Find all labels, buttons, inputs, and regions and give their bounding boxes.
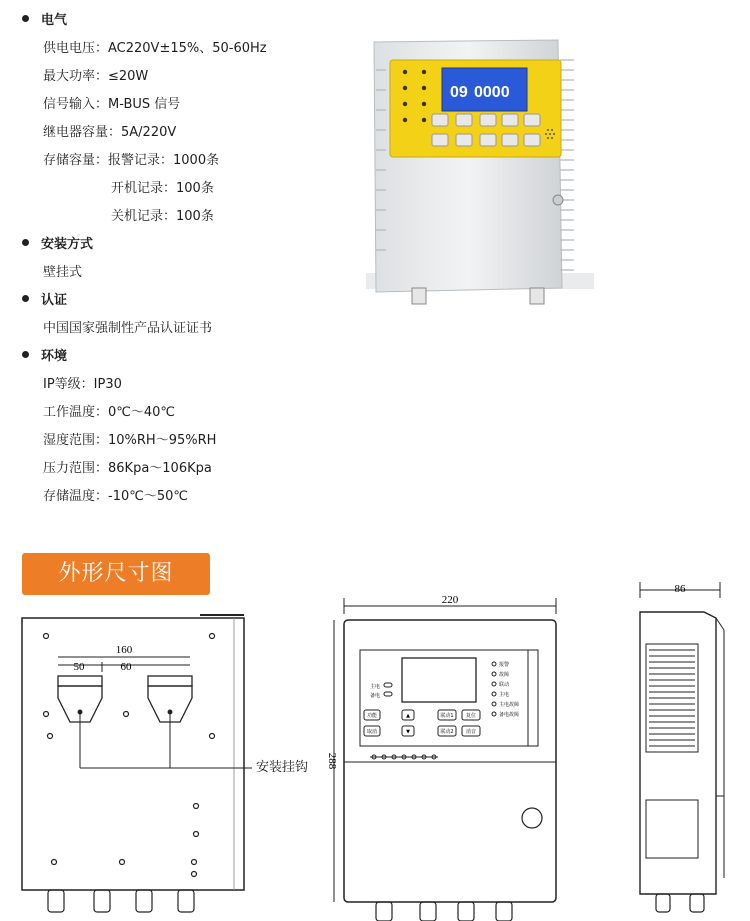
spec-list [0,0,380,520]
side-label-plate [646,800,698,858]
spec-row: 继电器容量：5A/220V [43,125,177,140]
front-screw-icon [522,808,542,828]
back-plate-outline [22,618,244,890]
hook-label: 安装挂钩 [256,760,309,775]
side-edge [716,618,724,630]
spec-row: IP等级：IP30 [43,377,122,392]
lcd-left-value: 09 [450,84,468,101]
svg-text:联动1: 联动1 [440,713,454,719]
left-indicators [370,683,392,699]
keypad-bottom-row [364,726,480,736]
vent-slots [649,650,695,746]
side-glands [656,894,704,912]
side-case-outline [640,612,716,894]
lcd-right-value: 0000 [474,84,510,101]
svg-text:主电: 主电 [370,684,381,690]
spec-row: 信号输入：M-BUS 信号 [43,97,181,112]
svg-text:备电: 备电 [370,693,381,699]
svg-text:复位: 复位 [465,713,477,719]
section-electrical: 电气 [22,13,67,29]
case-screw-icon [553,195,563,205]
spec-row: 中国国家强制性产品认证证书 [43,321,213,336]
right-indicators [492,661,519,718]
dimension-section-badge: 外形尺寸图 [22,553,210,595]
bottom-glands [376,902,512,921]
spec-row: 湿度范围：10%RH～95%RH [43,433,217,448]
svg-text:主电: 主电 [499,692,510,698]
svg-text:报警: 报警 [499,662,510,668]
label-block [396,66,432,118]
side-view-drawing [632,578,732,921]
svg-text:▼: ▼ [406,729,410,735]
front-case-outline [344,620,556,902]
spec-row: 存储容量：报警记录：1000条 [43,153,220,168]
spec-row: 开机记录：100条 [111,181,214,196]
keypad-top-row [364,710,480,720]
svg-text:备电故障: 备电故障 [499,712,520,718]
dim-label-60: 60 [120,661,132,673]
svg-text:联动2: 联动2 [440,729,454,735]
lcd-window [402,658,476,702]
product-photo [360,30,600,320]
spec-row: 关机记录：100条 [111,209,214,224]
bullet-icon [22,239,29,246]
spec-row: 工作温度：0℃～40℃ [43,405,176,420]
bottom-glands [48,890,194,912]
led-strip [370,755,438,759]
svg-text:取消: 取消 [366,729,378,735]
front-view-drawing [326,592,562,921]
svg-text:主电故障: 主电故障 [499,702,520,708]
dim-label-220: 220 [441,594,459,606]
bullet-icon [22,15,29,22]
svg-text:联动: 联动 [499,682,510,688]
dim-label-50: 50 [73,661,85,673]
svg-text:消音: 消音 [465,729,477,735]
svg-text:故障: 故障 [499,672,510,678]
dim-label-288: 288 [326,752,338,770]
bullet-icon [22,295,29,302]
dim-label-160: 160 [115,644,133,656]
section-install: 安装方式 [22,237,93,253]
bullet-icon [22,351,29,358]
section-environment: 环境 [22,349,67,365]
svg-text:功能: 功能 [366,713,378,719]
dim-label-86: 86 [674,583,686,595]
section-certification: 认证 [22,293,67,309]
back-view-drawing [20,612,250,921]
spec-row: 供电电压：AC220V±15%、50-60Hz [43,41,267,56]
spec-row: 存储温度：-10℃～50℃ [43,489,188,504]
spec-row: 压力范围：86Kpa～106Kpa [43,461,212,476]
svg-text:▲: ▲ [406,713,410,719]
spec-row: 壁挂式 [43,265,83,280]
spec-row: 最大功率：≤20W [43,69,149,84]
